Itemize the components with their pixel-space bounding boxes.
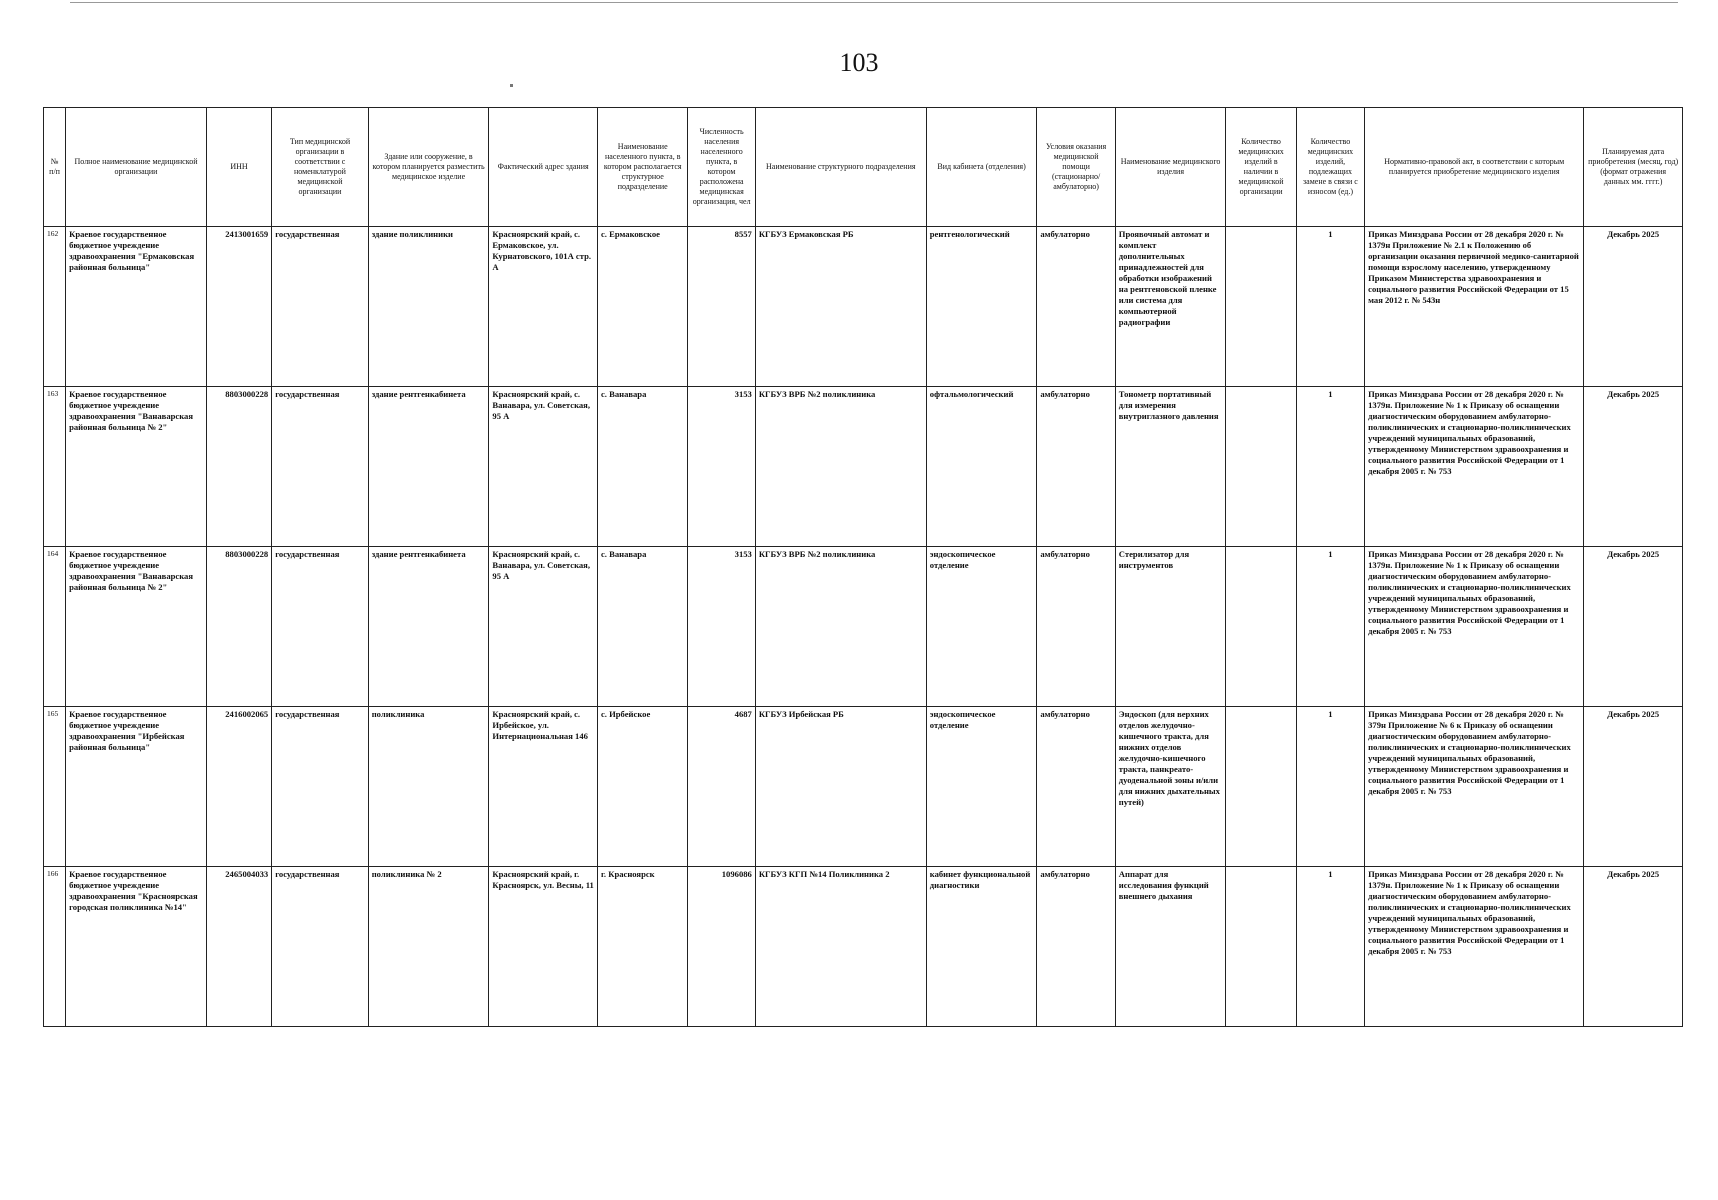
cell-device: Эндоскоп (для верхних отделов желудочно-кишечного тракта, для нижних отделов желудочно-кишечного тракта, панкреато-дуоденальной зоны и/или для нижних дыхательных путей)	[1115, 707, 1226, 867]
header-inn: ИНН	[206, 108, 271, 227]
cell-address: Красноярский край, с. Ванавара, ул. Советская, 95 А	[489, 547, 598, 707]
page-number: 103	[839, 48, 879, 77]
cell-inn: 2416002065	[206, 707, 271, 867]
cell-legal-act: Приказ Минздрава России от 28 декабря 2020 г. № 379н Приложение № 6 к Приказу об оснащении диагностическим оборудованием амбулаторно-поликлинических и стационарно-поликлинических учреждений муниципальных образований, утвержденному Министерством здравоохранения и социального развития Российской Федерации от 1 декабря 2005 г. № 753	[1365, 707, 1584, 867]
cell-population: 4687	[688, 707, 755, 867]
cell-unit: КГБУЗ Ирбейская РБ	[755, 707, 926, 867]
header-legal-act: Нормативно-правовой акт, в соответствии с которым планируется приобретение медицинского изделия	[1365, 108, 1584, 227]
cell-org-name: Краевое государственное бюджетное учреждение здравоохранения "Ванаварская районная больница № 2"	[66, 547, 207, 707]
cell-date: Декабрь 2025	[1584, 227, 1683, 387]
cell-address: Красноярский край, г. Красноярск, ул. Весны, 11	[489, 867, 598, 1027]
cell-settlement: с. Ирбейское	[597, 707, 687, 867]
cell-in-stock	[1226, 387, 1296, 547]
cell-legal-act: Приказ Минздрава России от 28 декабря 2020 г. № 1379н. Приложение № 1 к Приказу об оснащении диагностическим оборудованием амбулаторно-поликлинических и стационарно-поликлинических учреждений муниципальных образований, утвержденному Министерством здравоохранения и социального развития Российской Федерации от 1 декабря 2005 г. № 753	[1365, 387, 1584, 547]
header-population: Численность населения населенного пункта, в котором расположена медицинская организация, чел	[688, 108, 755, 227]
cell-building: поликлиника № 2	[368, 867, 489, 1027]
cell-in-stock	[1226, 227, 1296, 387]
cell-population: 3153	[688, 547, 755, 707]
cell-legal-act: Приказ Минздрава России от 28 декабря 2020 г. № 1379н. Приложение № 1 к Приказу об оснащении диагностическим оборудованием амбулаторно-поликлинических и стационарно-поликлинических учреждений муниципальных образований, утвержденному Министерством здравоохранения и социального развития Российской Федерации от 1 декабря 2005 г. № 753	[1365, 547, 1584, 707]
table-row	[44, 867, 1683, 1027]
cell-unit: КГБУЗ ВРБ №2 поликлиника	[755, 547, 926, 707]
scan-top-line	[70, 2, 1678, 3]
cell-unit: КГБУЗ Ермаковская РБ	[755, 227, 926, 387]
cell-replace: 1	[1296, 227, 1364, 387]
cell-building: поликлиника	[368, 707, 489, 867]
cell-population: 1096086	[688, 867, 755, 1027]
cell-cabinet: кабинет функциональной диагностики	[926, 867, 1037, 1027]
cell-date: Декабрь 2025	[1584, 707, 1683, 867]
cell-row-number: 163	[44, 387, 66, 547]
cell-device: Тонометр портативный для измерения внутриглазного давления	[1115, 387, 1226, 547]
cell-conditions: амбулаторно	[1037, 707, 1115, 867]
header-unit: Наименование структурного подразделения	[755, 108, 926, 227]
table-body	[44, 227, 1683, 1027]
cell-settlement: с. Ванавара	[597, 547, 687, 707]
cell-cabinet: офтальмологический	[926, 387, 1037, 547]
cell-inn: 8803000228	[206, 387, 271, 547]
cell-legal-act: Приказ Минздрава России от 28 декабря 2020 г. № 1379н. Приложение № 1 к Приказу об оснащении диагностическим оборудованием амбулаторно-поликлинических и стационарно-поликлинических учреждений муниципальных образований, утвержденному Министерством здравоохранения и социального развития Российской Федерации от 1 декабря 2005 г. № 753	[1365, 867, 1584, 1027]
header-in-stock: Количество медицинских изделий в наличии в медицинской организации	[1226, 108, 1296, 227]
header-device: Наименование медицинского изделия	[1115, 108, 1226, 227]
cell-row-number: 165	[44, 707, 66, 867]
cell-row-number: 166	[44, 867, 66, 1027]
cell-building: здание рентгенкабинета	[368, 387, 489, 547]
cell-org-name: Краевое государственное бюджетное учреждение здравоохранения "Ванаварская районная больница № 2"	[66, 387, 207, 547]
header-cabinet: Вид кабинета (отделения)	[926, 108, 1037, 227]
header-org-name: Полное наименование медицинской организации	[66, 108, 207, 227]
cell-settlement: г. Красноярск	[597, 867, 687, 1027]
cell-legal-act: Приказ Минздрава России от 28 декабря 2020 г. № 1379н Приложение № 2.1 к Положению об организации оказания первичной медико-санитарной помощи взрослому населению, утвержденному Приказом Министерства здравоохранения и социального развития Российской Федерации от 15 мая 2012 г. № 543н	[1365, 227, 1584, 387]
header-date: Планируемая дата приобретения (месяц, год) (формат отражения данных мм. гггг.)	[1584, 108, 1683, 227]
header-settlement: Наименование населенного пункта, в котором располагается структурное подразделение	[597, 108, 687, 227]
cell-conditions: амбулаторно	[1037, 387, 1115, 547]
cell-row-number: 164	[44, 547, 66, 707]
cell-date: Декабрь 2025	[1584, 547, 1683, 707]
equipment-table	[43, 107, 1683, 1027]
cell-conditions: амбулаторно	[1037, 867, 1115, 1027]
table-row	[44, 227, 1683, 387]
cell-date: Декабрь 2025	[1584, 867, 1683, 1027]
cell-in-stock	[1226, 547, 1296, 707]
cell-date: Декабрь 2025	[1584, 387, 1683, 547]
cell-building: здание поликлиники	[368, 227, 489, 387]
cell-org-name: Краевое государственное бюджетное учреждение здравоохранения "Ермаковская районная больница"	[66, 227, 207, 387]
cell-org-type: государственная	[272, 227, 369, 387]
cell-replace: 1	[1296, 547, 1364, 707]
cell-org-name: Краевое государственное бюджетное учреждение здравоохранения "Ирбейская районная больница"	[66, 707, 207, 867]
table-row	[44, 387, 1683, 547]
cell-population: 3153	[688, 387, 755, 547]
header-building: Здание или сооружение, в котором планируется разместить медицинское изделие	[368, 108, 489, 227]
header-row-number: № п/п	[44, 108, 66, 227]
header-org-type: Тип медицинской организации в соответствии с номенклатурой медицинской организации	[272, 108, 369, 227]
cell-device: Проявочный автомат и комплект дополнительных принадлежностей для обработки изображений на рентгеновской пленке или система для компьютерной радиографии	[1115, 227, 1226, 387]
cell-replace: 1	[1296, 867, 1364, 1027]
header-address: Фактический адрес здания	[489, 108, 598, 227]
cell-unit: КГБУЗ ВРБ №2 поликлиника	[755, 387, 926, 547]
cell-cabinet: рентгенологический	[926, 227, 1037, 387]
cell-replace: 1	[1296, 387, 1364, 547]
cell-cabinet: эндоскопическое отделение	[926, 547, 1037, 707]
cell-in-stock	[1226, 707, 1296, 867]
cell-conditions: амбулаторно	[1037, 227, 1115, 387]
cell-building: здание рентгенкабинета	[368, 547, 489, 707]
cell-in-stock	[1226, 867, 1296, 1027]
cell-org-type: государственная	[272, 547, 369, 707]
header-replace: Количество медицинских изделий, подлежащих замене в связи с износом (ед.)	[1296, 108, 1364, 227]
cell-inn: 2413001659	[206, 227, 271, 387]
cell-org-name: Краевое государственное бюджетное учреждение здравоохранения "Красноярская городская поликлиника №14"	[66, 867, 207, 1027]
header-conditions: Условия оказания медицинской помощи (стационарно/ амбулаторно)	[1037, 108, 1115, 227]
cell-org-type: государственная	[272, 867, 369, 1027]
table-row	[44, 707, 1683, 867]
cell-inn: 8803000228	[206, 547, 271, 707]
cell-device: Стерилизатор для инструментов	[1115, 547, 1226, 707]
cell-settlement: с. Ермаковское	[597, 227, 687, 387]
cell-org-type: государственная	[272, 387, 369, 547]
cell-settlement: с. Ванавара	[597, 387, 687, 547]
cell-address: Красноярский край, с. Ванавара, ул. Советская, 95 А	[489, 387, 598, 547]
cell-address: Красноярский край, с. Ирбейское, ул. Интернациональная 146	[489, 707, 598, 867]
scan-speck	[510, 84, 513, 87]
cell-row-number: 162	[44, 227, 66, 387]
cell-replace: 1	[1296, 707, 1364, 867]
cell-device: Аппарат для исследования функций внешнего дыхания	[1115, 867, 1226, 1027]
cell-unit: КГБУЗ КГП №14 Поликлиника 2	[755, 867, 926, 1027]
table-row	[44, 547, 1683, 707]
equipment-table-container	[43, 107, 1683, 1027]
table-header-row	[44, 108, 1683, 227]
cell-conditions: амбулаторно	[1037, 547, 1115, 707]
cell-org-type: государственная	[272, 707, 369, 867]
cell-address: Красноярский край, с. Ермаковское, ул. Курнатовского, 101А стр. А	[489, 227, 598, 387]
cell-inn: 2465004033	[206, 867, 271, 1027]
cell-population: 8557	[688, 227, 755, 387]
cell-cabinet: эндоскопическое отделение	[926, 707, 1037, 867]
